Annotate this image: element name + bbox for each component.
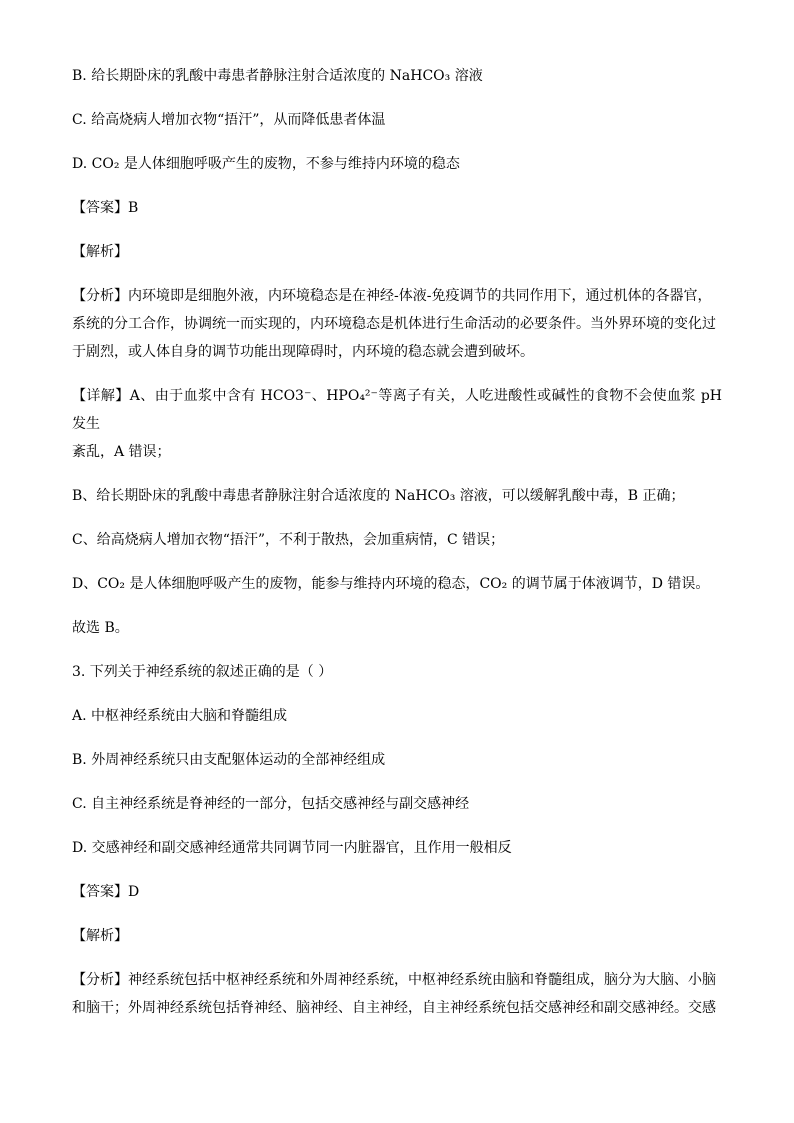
option-c-q3: C. 自主神经系统是脊神经的一部分，包括交感神经与副交感神经 xyxy=(72,796,470,812)
option-a-q3: A. 中枢神经系统由大脑和脊髓组成 xyxy=(72,708,288,724)
analysis-q2-line: 系统的分工合作，协调统一而实现的，内环境稳态是机体进行生命活动的必要条件。当外界环境的变化过 xyxy=(72,316,716,332)
analysis-q3 xyxy=(72,966,722,1022)
analysis-heading-q2: 【解析】 xyxy=(72,244,128,260)
option-b-q3: B. 外周神经系统只由支配躯体运动的全部神经组成 xyxy=(72,752,386,768)
analysis-heading-q3: 【解析】 xyxy=(72,928,128,944)
option-d-q2: D. CO₂ 是人体细胞呼吸产生的废物，不参与维持内环境的稳态 xyxy=(72,156,460,172)
detail-c-q2: C、给高烧病人增加衣物“捂汗”，不利于散热，会加重病情，C 错误； xyxy=(72,532,505,548)
detail-d-q2: D、CO₂ 是人体细胞呼吸产生的废物，能参与维持内环境的稳态，CO₂ 的调节属于体液调节，D 错误。 xyxy=(72,576,710,592)
analysis-q3-line: 和脑干；外周神经系统包括脊神经、脑神经、自主神经，自主神经系统包括交感神经和副交感神经。交感 xyxy=(72,1000,716,1016)
conclusion-q2: 故选 B。 xyxy=(72,620,129,636)
option-c-q2: C. 给高烧病人增加衣物“捂汗”，从而降低患者体温 xyxy=(72,112,386,128)
analysis-q3-line: 【分析】神经系统包括中枢神经系统和外周神经系统，中枢神经系统由脑和脊髓组成，脑分为大脑、小脑 xyxy=(72,972,716,988)
option-d-q3: D. 交感神经和副交感神经通常共同调节同一内脏器官，且作用一般相反 xyxy=(72,840,512,856)
question-3: 3. 下列关于神经系统的叙述正确的是（ ） xyxy=(72,664,333,680)
option-b-q2: B. 给长期卧床的乳酸中毒患者静脉注射合适浓度的 NaHCO₃ 溶液 xyxy=(72,68,483,84)
detail-q2-line: 【详解】A、由于血浆中含有 HCO3⁻、HPO₄²⁻等离子有关，人吃进酸性或碱性的食物不会使血浆 pH 发生 xyxy=(72,388,722,432)
answer-q3: 【答案】D xyxy=(72,884,140,900)
detail-q2-line: 紊乱，A 错误； xyxy=(72,444,171,460)
analysis-q2-line: 于剧烈，或人体自身的调节功能出现障碍时，内环境的稳态就会遭到破坏。 xyxy=(72,344,534,360)
detail-q2 xyxy=(72,382,722,466)
analysis-q2-line: 【分析】内环境即是细胞外液，内环境稳态是在神经-体液-免疫调节的共同作用下，通过机体的各器官， xyxy=(72,288,712,304)
analysis-q2 xyxy=(72,282,722,366)
detail-b-q2: B、给长期卧床的乳酸中毒患者静脉注射合适浓度的 NaHCO₃ 溶液，可以缓解乳酸中毒，B 正确； xyxy=(72,488,685,504)
answer-q2: 【答案】B xyxy=(72,200,139,216)
document-page xyxy=(72,62,722,1038)
